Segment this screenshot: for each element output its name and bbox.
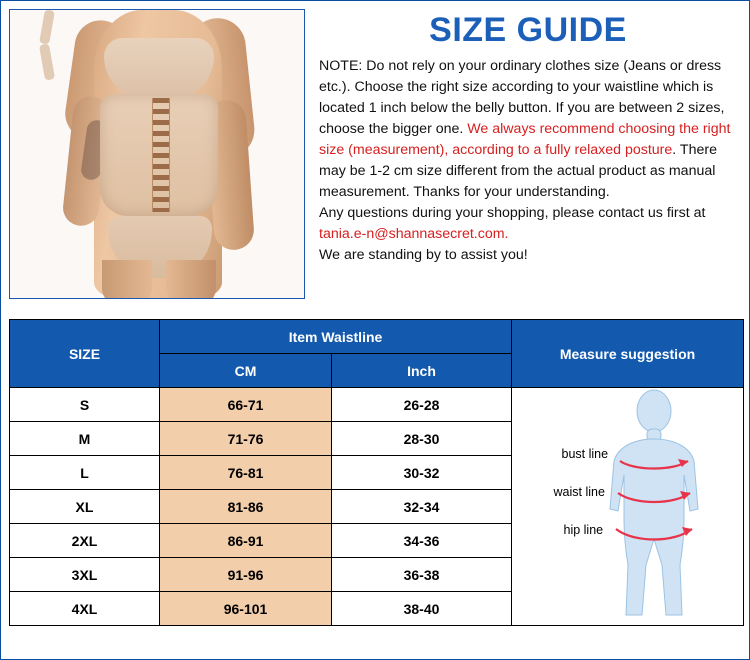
waist-line-label: waist line [553,484,605,499]
cell-inch: 36-38 [332,558,512,592]
cell-inch: 30-32 [332,456,512,490]
bra-strap-left [39,9,55,44]
cell-inch: 32-34 [332,490,512,524]
body-figure-svg [514,389,742,625]
note-text [319,56,737,266]
cell-size: 4XL [10,592,160,626]
bust-line-label: bust line [561,446,609,461]
cell-cm: 81-86 [160,490,332,524]
cell-cm: 71-76 [160,422,332,456]
corset-hook-row [152,98,170,212]
cell-size: S [10,388,160,422]
cell-cm: 86-91 [160,524,332,558]
cell-size: M [10,422,160,456]
cell-cm: 66-71 [160,388,332,422]
header-cm: CM [160,354,332,388]
cell-inch: 26-28 [332,388,512,422]
measure-figure-cell [512,388,744,626]
cell-inch: 38-40 [332,592,512,626]
contact-text: Any questions during your shopping, please contact us first at [319,205,706,221]
cell-size: 2XL [10,524,160,558]
model-right-leg [166,260,216,299]
model-illustration [42,10,272,299]
cell-inch: 28-30 [332,422,512,456]
note-section [305,9,741,311]
note-paragraph-3: We are standing by to assist you! [319,247,528,263]
cell-size: 3XL [10,558,160,592]
cell-inch: 34-36 [332,524,512,558]
table-row [10,388,744,422]
size-table-wrapper [9,319,743,626]
cell-cm: 91-96 [160,558,332,592]
contact-email[interactable]: tania.e-n@shannasecret.com. [319,226,509,242]
table-header-row-1 [10,320,744,354]
header-item-waistline: Item Waistline [160,320,512,354]
bra-strap-right [39,43,55,80]
product-photo [9,9,305,299]
cell-size: L [10,456,160,490]
header-size: SIZE [10,320,160,388]
note-paragraph-1a: NOTE: Do not rely on your ordinary clothes size (Jeans or dress etc.). Choose the right size according to your waistline which is located 1 inch below the belly button. If you are between 2 sizes, choose the bigger one. [319,58,725,137]
size-table [9,319,744,626]
hip-line-label: hip line [563,522,604,537]
cell-size: XL [10,490,160,524]
note-highlight: We always recommend choosing the right size (measurement), according to a fully relaxed posture [319,121,731,158]
header-inch: Inch [332,354,512,388]
body-measure-figure [514,389,742,625]
header-measure-suggestion: Measure suggestion [512,320,744,388]
top-section [1,1,749,311]
note-paragraph-2 [319,203,737,245]
note-paragraph-1b: . There may be 1-2 cm size different from the actual product as manual measurement. Thanks for your understanding. [319,142,717,200]
model-left-leg [102,260,152,299]
page-title: SIZE GUIDE [429,11,627,49]
cell-cm: 76-81 [160,456,332,490]
cell-cm: 96-101 [160,592,332,626]
